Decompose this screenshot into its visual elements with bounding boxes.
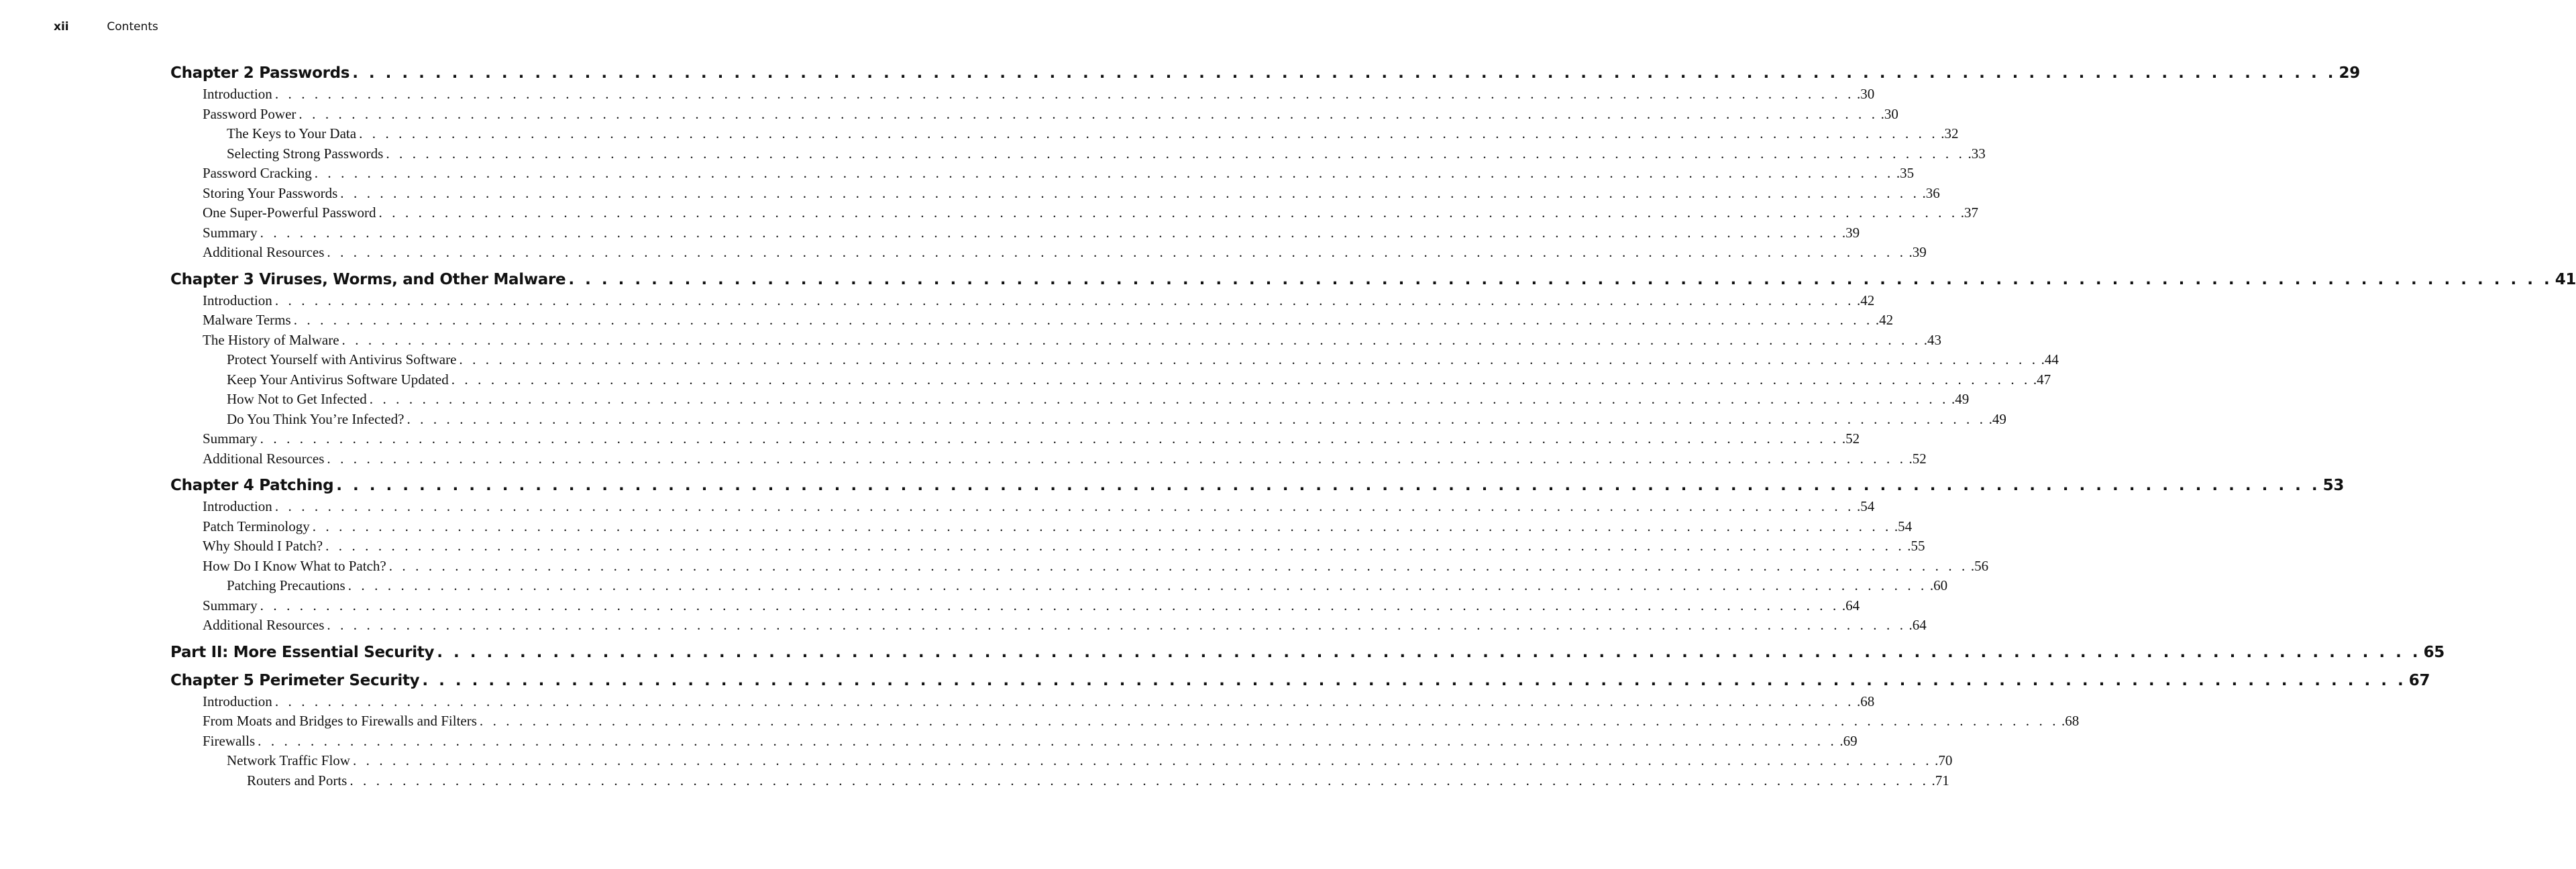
- entry-title: Summary: [203, 597, 258, 614]
- dot-leader: . . . . . . . . . . . . . . . . . . . . . . . . . . . . . . . . . . . . . . . . . . . . . . . . . . . . . . . . . . . . . . . . . . . . . . . . . . . . . . . . . . . . . . . . . . . . . . . . . . . . . . . . . . . . . . . . . . . . . . . .: [407, 410, 1986, 427]
- entry-title: Why Should I Patch?: [203, 538, 323, 554]
- entry-title: Introduction: [203, 292, 272, 308]
- running-head: [54, 20, 158, 34]
- dot-leader: . . . . . . . . . . . . . . . . . . . . . . . . . . . . . . . . . . . . . . . . . . . . . . . . . . . . . . . . . . . . . . . . . . . . . . . . . . . . . . . . . . . . . . . . . . . . . . . . . . . . . . . . . . . . . . . . . . . . . . . .: [299, 105, 1878, 122]
- dot-leader: . . . . . . . . . . . . . . . . . . . . . . . . . . . . . . . . . . . . . . . . . . . . . . . . . . . . . . . . . . . . . . . . . . . . . . . . . . . . . . . . . . . . . . . . . . . . . . . . . . . . . . . . . . . . . . . . . . . . . . . .: [386, 145, 1966, 162]
- toc-entry: [170, 616, 1927, 636]
- page-number: .54: [1856, 498, 1875, 514]
- page-number: .42: [1875, 312, 1894, 328]
- page-number: .55: [1907, 538, 1925, 554]
- dot-leader: . . . . . . . . . . . . . . . . . . . . . . . . . . . . . . . . . . . . . . . . . . . . . . . . . . . . . . . . . . . . . . . . . . . . . . . . . . . . . . . . . . . . . . . . . . . . . . . . . . . . . . . . . . . . . . . . . . . . . . . .: [388, 557, 1968, 574]
- page-number: .30: [1880, 105, 1898, 122]
- chapter-title: Chapter 2 Passwords: [170, 64, 350, 82]
- toc-entry: [170, 429, 1860, 449]
- entry-title: Selecting Strong Passwords: [227, 145, 384, 162]
- page-number: .64: [1909, 617, 1927, 633]
- page-number: .54: [1894, 518, 1913, 534]
- toc-entry: [170, 144, 1986, 164]
- dot-leader: . . . . . . . . . . . . . . . . . . . . . . . . . . . . . . . . . . . . . . . . . . . . . . . . . . . . . . . . . . . . . . . . . . . . . . . . . . . . . . . . . . . . . . . . . . . . . . . . . . . . . . . . . . . . . . . . . . . . . . . .: [341, 331, 1921, 348]
- page-number: 53: [2322, 477, 2345, 494]
- page-number: .32: [1941, 125, 1959, 141]
- toc-entry: [170, 517, 1913, 537]
- toc-chapter-heading: [170, 641, 2445, 664]
- dot-leader: . . . . . . . . . . . . . . . . . . . . . . . . . . . . . . . . . . . . . . . . . . . . . . . . . . . . . . . . . . . . . . . . . . . . . . . . . . . . . . . . . . . . . . . . . . . . . . . . . . . . . . . . . . . . . . . . . . . . . . . .: [340, 184, 1920, 201]
- entry-title: Introduction: [203, 693, 272, 709]
- page-number: .33: [1968, 145, 1986, 162]
- dot-leader: . . . . . . . . . . . . . . . . . . . . . . . . . . . . . . . . . . . . . . . . . . . . . . . . . . . . . . . . . . . . . . . . . . . . . . . . . . . . . . . . . . . . . . . . . . . . . . . . . . . . . . . . . . . . . . . . . . . . . . . .: [274, 86, 1854, 102]
- toc-entry: [170, 497, 1875, 517]
- page-number: .42: [1856, 292, 1875, 308]
- toc-entry: [170, 350, 2059, 370]
- entry-title: Storing Your Passwords: [203, 184, 338, 201]
- entry-title: Routers and Ports: [247, 772, 347, 789]
- page-number: .49: [1951, 391, 1970, 407]
- page-number: .52: [1841, 430, 1860, 447]
- toc-entry: [170, 124, 1959, 144]
- page-number: 41: [2555, 270, 2576, 288]
- chapter-title: Chapter 3 Viruses, Worms, and Other Malware: [170, 270, 566, 288]
- entry-title: Do You Think You’re Infected?: [227, 410, 405, 427]
- chapter-title: Chapter 5 Perimeter Security: [170, 671, 420, 689]
- entry-title: How Not to Get Infected: [227, 391, 367, 407]
- toc-entry: [170, 370, 2051, 390]
- entry-title: Introduction: [203, 86, 272, 102]
- dot-leader: . . . . . . . . . . . . . . . . . . . . . . . . . . . . . . . . . . . . . . . . . . . . . . . . . . . . . . . . . . . . . . . . . . . . . . . . . . . . . . . . . . . . . . . . . . . . . . . . . . . . . . . . . . . . . . . . . . . . . . . .: [274, 292, 1854, 308]
- entry-title: How Do I Know What to Patch?: [203, 557, 386, 574]
- dot-leader: . . . . . . . . . . . . . . . . . . . . . . . . . . . . . . . . . . . . . . . . . . . . . . . . . . . . . . . . . . . . . . . . . . . . . . . . . . . . . . . . . . . . . . . . . . . . . . . . . . . . . . . . . . . . . . . . . . . . . . . .: [293, 312, 1873, 328]
- toc-entry: [170, 557, 1989, 577]
- dot-leader: . . . . . . . . . . . . . . . . . . . . . . . . . . . . . . . . . . . . . . . . . . . . . . . . . . . . . . . . . . . . . . . . . . . . . . . . . . . . . . . . . . . . . . . . . . . . . . . . . . . . . . . . . . . . . . . . . . . . . . . .: [437, 643, 2421, 661]
- page-number: .60: [1929, 577, 1948, 593]
- toc-chapter-heading: [170, 474, 2345, 497]
- page-number: .64: [1841, 597, 1860, 614]
- entry-title: Malware Terms: [203, 312, 291, 328]
- page-number: .44: [2041, 351, 2059, 367]
- toc-entry: [170, 692, 1875, 712]
- running-head-section: Contents: [107, 20, 158, 34]
- toc-entry: [170, 410, 2006, 430]
- page-number: 65: [2423, 643, 2445, 661]
- chapter-title: Part II: More Essential Security: [170, 643, 435, 661]
- toc-entry: [170, 596, 1860, 616]
- entry-title: Additional Resources: [203, 450, 325, 467]
- page-number: .69: [1839, 732, 1858, 749]
- entry-title: Firewalls: [203, 732, 256, 749]
- dot-leader: . . . . . . . . . . . . . . . . . . . . . . . . . . . . . . . . . . . . . . . . . . . . . . . . . . . . . . . . . . . . . . . . . . . . . . . . . . . . . . . . . . . . . . . . . . . . . . . . . . . . . . . . . . . . . . . . . . . . . . . .: [314, 165, 1894, 181]
- page-number: .52: [1909, 450, 1927, 467]
- toc-entry: [170, 203, 1978, 223]
- page-number: .68: [1856, 693, 1875, 709]
- toc-entry: [170, 390, 1970, 410]
- toc-entry: [170, 164, 1915, 184]
- page-number: .30: [1856, 86, 1875, 102]
- dot-leader: . . . . . . . . . . . . . . . . . . . . . . . . . . . . . . . . . . . . . . . . . . . . . . . . . . . . . . . . . . . . . . . . . . . . . . . . . . . . . . . . . . . . . . . . . . . . . . . . . . . . . . . . . . . . . . . . . . . . . . . .: [378, 205, 1958, 221]
- page-number: .39: [1909, 244, 1927, 260]
- page-number: .70: [1935, 752, 1953, 768]
- table-of-contents: [170, 62, 2576, 791]
- entry-title: One Super-Powerful Password: [203, 205, 376, 221]
- dot-leader: . . . . . . . . . . . . . . . . . . . . . . . . . . . . . . . . . . . . . . . . . . . . . . . . . . . . . . . . . . . . . . . . . . . . . . . . . . . . . . . . . . . . . . . . . . . . . . . . . . . . . . . . . . . . . . . . . . . . . . . .: [260, 224, 1839, 241]
- toc-chapter-heading: [170, 268, 2576, 291]
- page-number: .71: [1931, 772, 1949, 789]
- page-number: .39: [1841, 224, 1860, 241]
- dot-leader: . . . . . . . . . . . . . . . . . . . . . . . . . . . . . . . . . . . . . . . . . . . . . . . . . . . . . . . . . . . . . . . . . . . . . . . . . . . . . . . . . . . . . . . . . . . . . . . . . . . . . . . . . . . . . . . . . . . . . . . .: [274, 498, 1854, 514]
- dot-leader: . . . . . . . . . . . . . . . . . . . . . . . . . . . . . . . . . . . . . . . . . . . . . . . . . . . . . . . . . . . . . . . . . . . . . . . . . . . . . . . . . . . . . . . . . . . . . . . . . . . . . . . . . . . . . . . . . . . . . . . .: [327, 450, 1907, 467]
- toc-entry: [170, 105, 1898, 125]
- toc-entry: [170, 732, 1858, 752]
- entry-title: Patch Terminology: [203, 518, 310, 534]
- dot-leader: . . . . . . . . . . . . . . . . . . . . . . . . . . . . . . . . . . . . . . . . . . . . . . . . . . . . . . . . . . . . . . . . . . . . . . . . . . . . . . . . . . . . . . . . . . . . . . . . . . . . . . . . . . . . . . . . . . . . . . . .: [422, 671, 2406, 689]
- dot-leader: . . . . . . . . . . . . . . . . . . . . . . . . . . . . . . . . . . . . . . . . . . . . . . . . . . . . . . . . . . . . . . . . . . . . . . . . . . . . . . . . . . . . . . . . . . . . . . . . . . . . . . . . . . . . . . . . . . . . . . . .: [347, 577, 1927, 593]
- page-number: .47: [2033, 371, 2051, 388]
- entry-title: Summary: [203, 430, 258, 447]
- page-number: .35: [1896, 165, 1915, 181]
- dot-leader: . . . . . . . . . . . . . . . . . . . . . . . . . . . . . . . . . . . . . . . . . . . . . . . . . . . . . . . . . . . . . . . . . . . . . . . . . . . . . . . . . . . . . . . . . . . . . . . . . . . . . . . . . . . . . . . . . . . . . . . .: [260, 597, 1839, 614]
- dot-leader: . . . . . . . . . . . . . . . . . . . . . . . . . . . . . . . . . . . . . . . . . . . . . . . . . . . . . . . . . . . . . . . . . . . . . . . . . . . . . . . . . . . . . . . . . . . . . . . . . . . . . . . . . . . . . . . . . . . . . . . .: [274, 693, 1854, 709]
- entry-title: Password Cracking: [203, 165, 312, 181]
- page-number: .36: [1922, 184, 1940, 201]
- toc-entry: [170, 751, 1953, 771]
- dot-leader: . . . . . . . . . . . . . . . . . . . . . . . . . . . . . . . . . . . . . . . . . . . . . . . . . . . . . . . . . . . . . . . . . . . . . . . . . . . . . . . . . . . . . . . . . . . . . . . . . . . . . . . . . . . . . . . . . . . . . . . .: [359, 125, 1939, 141]
- toc-entry: [170, 184, 1940, 204]
- toc-entry: [170, 243, 1927, 263]
- dot-leader: . . . . . . . . . . . . . . . . . . . . . . . . . . . . . . . . . . . . . . . . . . . . . . . . . . . . . . . . . . . . . . . . . . . . . . . . . . . . . . . . . . . . . . . . . . . . . . . . . . . . . . . . . . . . . . . . . . . . . . . .: [258, 732, 1837, 749]
- dot-leader: . . . . . . . . . . . . . . . . . . . . . . . . . . . . . . . . . . . . . . . . . . . . . . . . . . . . . . . . . . . . . . . . . . . . . . . . . . . . . . . . . . . . . . . . . . . . . . . . . . . . . . . . . . . . . . . . . . . . . . . .: [352, 64, 2337, 82]
- entry-title: Network Traffic Flow: [227, 752, 350, 768]
- page-folio: xii: [54, 20, 69, 34]
- dot-leader: . . . . . . . . . . . . . . . . . . . . . . . . . . . . . . . . . . . . . . . . . . . . . . . . . . . . . . . . . . . . . . . . . . . . . . . . . . . . . . . . . . . . . . . . . . . . . . . . . . . . . . . . . . . . . . . . . . . . . . . .: [260, 430, 1839, 447]
- page-number: .56: [1970, 557, 1989, 574]
- entry-title: The Keys to Your Data: [227, 125, 357, 141]
- dot-leader: . . . . . . . . . . . . . . . . . . . . . . . . . . . . . . . . . . . . . . . . . . . . . . . . . . . . . . . . . . . . . . . . . . . . . . . . . . . . . . . . . . . . . . . . . . . . . . . . . . . . . . . . . . . . . . . . . . . . . . . .: [336, 477, 2320, 494]
- entry-title: Additional Resources: [203, 617, 325, 633]
- toc-chapter-heading: [170, 669, 2430, 692]
- entry-title: Summary: [203, 224, 258, 241]
- toc-entry: [170, 331, 1941, 351]
- dot-leader: . . . . . . . . . . . . . . . . . . . . . . . . . . . . . . . . . . . . . . . . . . . . . . . . . . . . . . . . . . . . . . . . . . . . . . . . . . . . . . . . . . . . . . . . . . . . . . . . . . . . . . . . . . . . . . . . . . . . . . . .: [451, 371, 2031, 388]
- page-number: 67: [2408, 671, 2430, 689]
- dot-leader: . . . . . . . . . . . . . . . . . . . . . . . . . . . . . . . . . . . . . . . . . . . . . . . . . . . . . . . . . . . . . . . . . . . . . . . . . . . . . . . . . . . . . . . . . . . . . . . . . . . . . . . . . . . . . . . . . . . . . . . .: [325, 538, 1905, 554]
- dot-leader: . . . . . . . . . . . . . . . . . . . . . . . . . . . . . . . . . . . . . . . . . . . . . . . . . . . . . . . . . . . . . . . . . . . . . . . . . . . . . . . . . . . . . . . . . . . . . . . . . . . . . . . . . . . . . . . . . . . . . . . .: [312, 518, 1892, 534]
- toc-entry: [170, 84, 1875, 105]
- dot-leader: . . . . . . . . . . . . . . . . . . . . . . . . . . . . . . . . . . . . . . . . . . . . . . . . . . . . . . . . . . . . . . . . . . . . . . . . . . . . . . . . . . . . . . . . . . . . . . . . . . . . . . . . . . . . . . . . . . . . . . . .: [350, 772, 1929, 789]
- page-number: .49: [1988, 410, 2006, 427]
- dot-leader: . . . . . . . . . . . . . . . . . . . . . . . . . . . . . . . . . . . . . . . . . . . . . . . . . . . . . . . . . . . . . . . . . . . . . . . . . . . . . . . . . . . . . . . . . . . . . . . . . . . . . . . . . . . . . . . . . . . . . . . .: [352, 752, 1933, 768]
- toc-entry: [170, 223, 1860, 243]
- entry-title: Protect Yourself with Antivirus Software: [227, 351, 457, 367]
- page-number: .43: [1923, 331, 1941, 348]
- dot-leader: . . . . . . . . . . . . . . . . . . . . . . . . . . . . . . . . . . . . . . . . . . . . . . . . . . . . . . . . . . . . . . . . . . . . . . . . . . . . . . . . . . . . . . . . . . . . . . . . . . . . . . . . . . . . . . . . . . . . . . . .: [327, 244, 1907, 260]
- dot-leader: . . . . . . . . . . . . . . . . . . . . . . . . . . . . . . . . . . . . . . . . . . . . . . . . . . . . . . . . . . . . . . . . . . . . . . . . . . . . . . . . . . . . . . . . . . . . . . . . . . . . . . . . . . . . . . . . . . . . . . . .: [369, 391, 1949, 407]
- toc-entry: [170, 711, 2080, 732]
- entry-title: Introduction: [203, 498, 272, 514]
- page-number: .68: [2061, 713, 2080, 729]
- dot-leader: . . . . . . . . . . . . . . . . . . . . . . . . . . . . . . . . . . . . . . . . . . . . . . . . . . . . . . . . . . . . . . . . . . . . . . . . . . . . . . . . . . . . . . . . . . . . . . . . . . . . . . . . . . . . . . . . . . . . . . . .: [479, 713, 2059, 729]
- entry-title: From Moats and Bridges to Firewalls and Filters: [203, 713, 477, 729]
- toc-entry: [170, 449, 1927, 469]
- entry-title: The History of Malware: [203, 331, 339, 348]
- toc-entry: [170, 771, 1949, 791]
- dot-leader: . . . . . . . . . . . . . . . . . . . . . . . . . . . . . . . . . . . . . . . . . . . . . . . . . . . . . . . . . . . . . . . . . . . . . . . . . . . . . . . . . . . . . . . . . . . . . . . . . . . . . . . . . . . . . . . . . . . . . . . .: [459, 351, 2039, 367]
- toc-chapter-heading: [170, 62, 2360, 84]
- dot-leader: . . . . . . . . . . . . . . . . . . . . . . . . . . . . . . . . . . . . . . . . . . . . . . . . . . . . . . . . . . . . . . . . . . . . . . . . . . . . . . . . . . . . . . . . . . . . . . . . . . . . . . . . . . . . . . . . . . . . . . . .: [568, 270, 2553, 288]
- dot-leader: . . . . . . . . . . . . . . . . . . . . . . . . . . . . . . . . . . . . . . . . . . . . . . . . . . . . . . . . . . . . . . . . . . . . . . . . . . . . . . . . . . . . . . . . . . . . . . . . . . . . . . . . . . . . . . . . . . . . . . . .: [327, 617, 1907, 633]
- toc-entry: [170, 291, 1875, 311]
- chapter-title: Chapter 4 Patching: [170, 477, 334, 494]
- entry-title: Keep Your Antivirus Software Updated: [227, 371, 449, 388]
- toc-entry: [170, 536, 1925, 557]
- entry-title: Password Power: [203, 105, 297, 122]
- entry-title: Additional Resources: [203, 244, 325, 260]
- entry-title: Patching Precautions: [227, 577, 345, 593]
- toc-entry: [170, 310, 1894, 331]
- page-number: .37: [1960, 205, 1978, 221]
- page-number: 29: [2339, 64, 2360, 82]
- toc-entry: [170, 576, 1948, 596]
